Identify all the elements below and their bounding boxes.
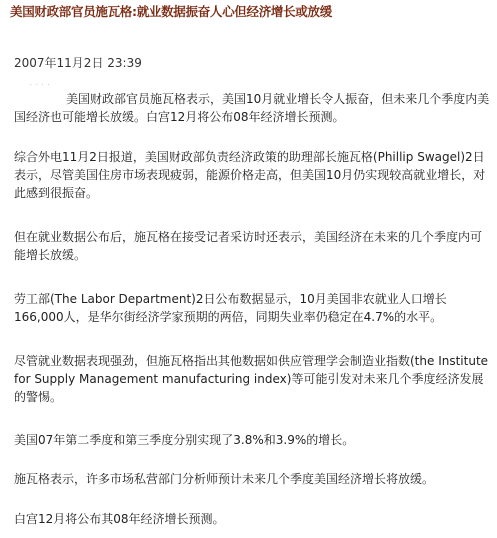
article-paragraph: 劳工部(The Labor Department)2日公布数据显示，10月美国非农就业人口增长166,000人，是华尔街经济学家预期的两倍，同期失业率仍稳定在4.7%的水平。 (14, 292, 447, 324)
article-headline: 美国财政部官员施瓦格:就业数据振奋人心但经济增长或放缓 (10, 4, 332, 19)
article-paragraph: 美国财政部官员施瓦格表示，美国10月就业增长令人振奋，但未来几个季度内美国经济也可能增长放缓。白宫12月将公布08年经济增长预测。 (14, 92, 490, 124)
decorative-dots: · · · · (30, 82, 51, 89)
article-paragraph: 尽管就业数据表现强劲，但施瓦格指出其他数据如供应管理学会制造业指数(the Institute for Supply Management manufacturing index)等可能引发对未来几个季度经济发展的警惕。 (14, 354, 489, 404)
article-paragraph: 美国07年第二季度和第三季度分别实现了3.8%和3.9%的增长。 (14, 433, 355, 447)
article-paragraph: 白宫12月将公布其08年经济增长预测。 (14, 512, 225, 526)
article-paragraph: 施瓦格表示，许多市场私营部门分析师预计未来几个季度美国经济增长将放缓。 (14, 472, 435, 486)
article-date: 2007年11月2日 23:39 (14, 56, 142, 70)
article-paragraph: 但在就业数据公布后，施瓦格在接受记者采访时还表示，美国经济在未来的几个季度内可能增长放缓。 (14, 230, 483, 262)
article-paragraph: 综合外电11月2日报道，美国财政部负责经济政策的助理部长施瓦格(Phillip Swagel)2日表示，尽管美国住房市场表现疲弱，能源价格走高，但美国10月仍实现较高就业增长，对此感到很振奋。 (14, 150, 486, 200)
